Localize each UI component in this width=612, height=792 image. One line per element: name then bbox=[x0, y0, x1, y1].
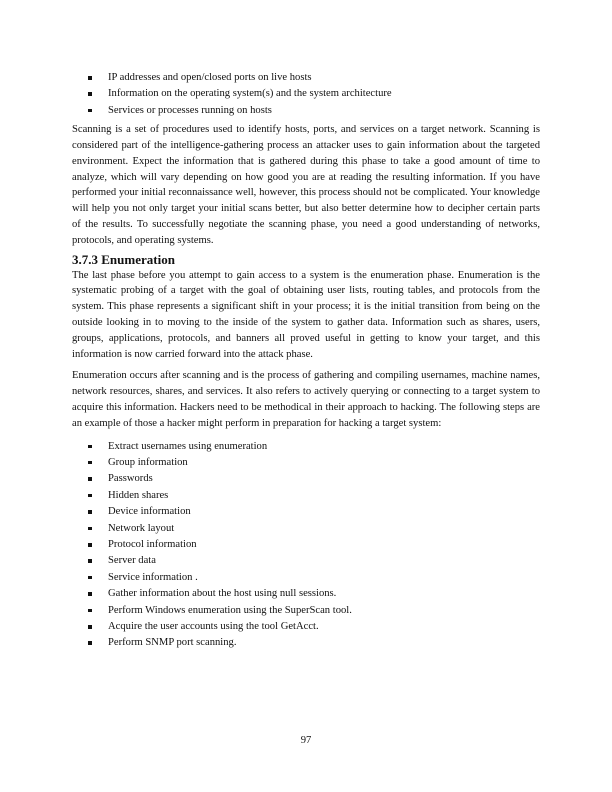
spacer bbox=[72, 432, 540, 439]
list-item: Network layout bbox=[72, 521, 540, 537]
list-item: Passwords bbox=[72, 471, 540, 487]
square-bullet-icon bbox=[88, 510, 92, 514]
square-bullet-icon bbox=[88, 76, 92, 80]
list-item: Hidden shares bbox=[72, 488, 540, 504]
square-bullet-icon bbox=[88, 559, 92, 563]
square-bullet-icon bbox=[88, 445, 92, 449]
list-item: Gather information about the host using null sessions. bbox=[72, 586, 540, 602]
square-bullet-icon bbox=[88, 109, 92, 113]
list-item: Services or processes running on hosts bbox=[72, 103, 540, 119]
section-heading: 3.7.3 Enumeration bbox=[72, 251, 175, 267]
square-bullet-icon bbox=[88, 641, 92, 645]
square-bullet-icon bbox=[88, 609, 92, 613]
page-number: 97 bbox=[300, 735, 312, 746]
list-item: Acquire the user accounts using the tool GetAcct. bbox=[72, 619, 540, 635]
square-bullet-icon bbox=[88, 477, 92, 481]
square-bullet-icon bbox=[88, 527, 92, 531]
list-item: Extract usernames using enumeration bbox=[72, 439, 540, 455]
scanning-paragraph: Scanning is a set of procedures used to identify hosts, ports, and services on a target network. Scanning is considered part of the intelligence-gathering process an attacker uses to gain information about the targeted environment. Expect the information that is gathered during this phase to take a good amount of time to analyze, which will vary depending on how good you are at reading the resulting information. If you have performed your initial reconnaissance well, however, this process should not be complicated. Your knowledge will help you not only target your initial scans better, but also better determine how to decipher certain parts of the results. To successfully negotiate the scanning phase, you need a good understanding of networks, protocols, and operating systems. bbox=[72, 124, 540, 246]
list-item: Server data bbox=[72, 553, 540, 569]
list-item: Perform Windows enumeration using the SuperScan tool. bbox=[72, 603, 540, 619]
list-item: Service information . bbox=[72, 570, 540, 586]
square-bullet-icon bbox=[88, 625, 92, 629]
steps-bullet-list bbox=[72, 439, 540, 652]
enumeration-paragraph-1: The last phase before you attempt to gain access to a system is the enumeration phase. Enumeration is the systematic probing of a target with the goal of obtaining user lists, routing tables, and protocols from the system. This phase represents a significant shift in your process; it is the initial transition from being on the outside looking in to moving to the inside of the system to gather data. Information such as shares, users, groups, applications, protocols, and banners all proved useful in getting to know your target, and this information is now carried forward into the attack phase. bbox=[72, 269, 540, 360]
list-item: IP addresses and open/closed ports on live hosts bbox=[72, 70, 540, 86]
list-item: Group information bbox=[72, 455, 540, 471]
list-item: Perform SNMP port scanning. bbox=[72, 635, 540, 651]
square-bullet-icon bbox=[88, 576, 92, 580]
list-item: Protocol information bbox=[72, 537, 540, 553]
top-bullet-list bbox=[72, 70, 540, 119]
enumeration-paragraph-2: Enumeration occurs after scanning and is the process of gathering and compiling usernames, machine names, network resources, shares, and services. It also refers to actively querying or connecting to a target system to acquire this information. Hackers need to be methodical in their approach to hacking. The following steps are an example of those a hacker might perform in preparation for hacking a target system: bbox=[72, 370, 540, 429]
page-content bbox=[72, 70, 540, 652]
list-item: Device information bbox=[72, 504, 540, 520]
square-bullet-icon bbox=[88, 543, 92, 547]
square-bullet-icon bbox=[88, 461, 92, 465]
square-bullet-icon bbox=[88, 92, 92, 96]
square-bullet-icon bbox=[88, 494, 92, 498]
square-bullet-icon bbox=[88, 592, 92, 596]
list-item: Information on the operating system(s) and the system architecture bbox=[72, 86, 540, 102]
